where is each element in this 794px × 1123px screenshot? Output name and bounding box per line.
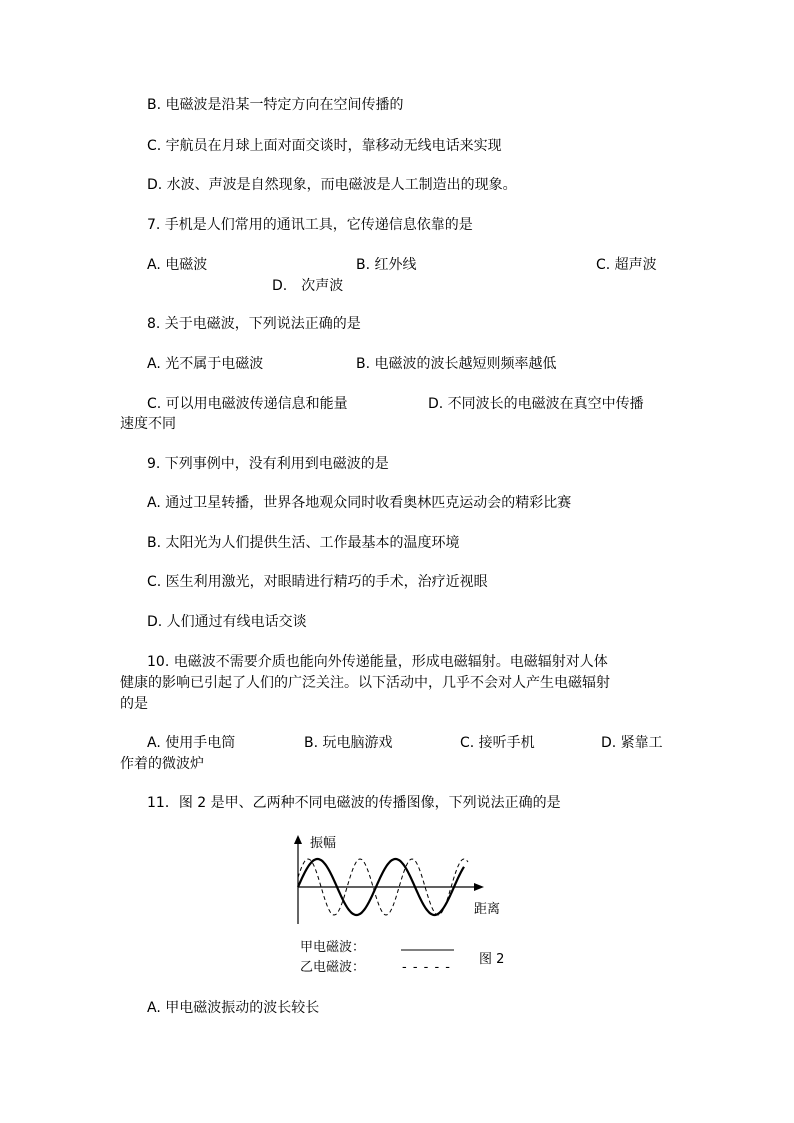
q9-option-a: A. 通过卫星转播，世界各地观众同时收看奥林匹克运动会的精彩比赛 <box>147 495 572 511</box>
q11-option-a: A. 甲电磁波振动的波长较长 <box>147 1000 320 1016</box>
q7-option-b: B. 红外线 <box>356 257 417 273</box>
x-axis-arrow <box>474 883 484 891</box>
q9-option-b: B. 太阳光为人们提供生活、工作最基本的温度环境 <box>147 535 460 551</box>
q9-option-d: D. 人们通过有线电话交谈 <box>147 614 307 630</box>
q8-option-d: D. 不同波长的电磁波在真空中传播 <box>428 396 644 412</box>
legend-yi-label: 乙电磁波： <box>300 960 366 975</box>
y-axis-label: 振幅 <box>310 836 337 851</box>
legend-jia-label: 甲电磁波： <box>300 940 366 955</box>
q10-stem-line2: 健康的影响已引起了人们的广泛关注。以下活动中，几乎不会对人产生电磁辐射 <box>120 675 610 691</box>
q8-option-c: C. 可以用电磁波传递信息和能量 <box>147 396 348 412</box>
q8-option-a: A. 光不属于电磁波 <box>147 356 264 372</box>
q6-option-d: D. 水波、声波是自然现象，而电磁波是人工制造出的现象。 <box>147 177 517 193</box>
q10-option-b: B. 玩电脑游戏 <box>304 735 393 751</box>
q9-option-c: C. 医生利用激光，对眼睛进行精巧的手术，治疗近视眼 <box>147 574 488 590</box>
q10-option-d-continued: 作着的微波炉 <box>120 756 204 772</box>
q7-stem: 7. 手机是人们常用的通讯工具，它传递信息依靠的是 <box>147 217 473 233</box>
q10-option-d: D. 紧靠工 <box>601 735 663 751</box>
q7-option-c: C. 超声波 <box>596 257 657 273</box>
q11-stem: 11．图 2 是甲、乙两种不同电磁波的传播图像，下列说法正确的是 <box>147 795 561 811</box>
q8-option-d-continued: 速度不同 <box>120 416 176 432</box>
q8-stem: 8. 关于电磁波，下列说法正确的是 <box>147 316 361 332</box>
q10-stem-line1: 10. 电磁波不需要介质也能向外传递能量，形成电磁辐射。电磁辐射对人体 <box>147 654 608 670</box>
q6-option-b: B. 电磁波是沿某一特定方向在空间传播的 <box>147 97 404 113</box>
y-axis-arrow <box>294 835 302 844</box>
figure-caption: 图 2 <box>479 952 505 967</box>
q10-option-a: A. 使用手电筒 <box>147 735 236 751</box>
q9-stem: 9. 下列事例中，没有利用到电磁波的是 <box>147 456 389 472</box>
q7-option-a: A. 电磁波 <box>147 257 208 273</box>
q10-stem-line3: 的是 <box>120 696 148 712</box>
figure-2-wave-graph <box>288 832 518 980</box>
q7-option-d: D. 次声波 <box>272 278 344 294</box>
q10-option-c: C. 接听手机 <box>460 735 535 751</box>
legend-yi-dash: - - - - - <box>402 960 451 975</box>
q6-option-c: C. 宇航员在月球上面对面交谈时，靠移动无线电话来实现 <box>147 138 502 154</box>
x-axis-label: 距离 <box>474 902 501 917</box>
q8-option-b: B. 电磁波的波长越短则频率越低 <box>356 356 557 372</box>
